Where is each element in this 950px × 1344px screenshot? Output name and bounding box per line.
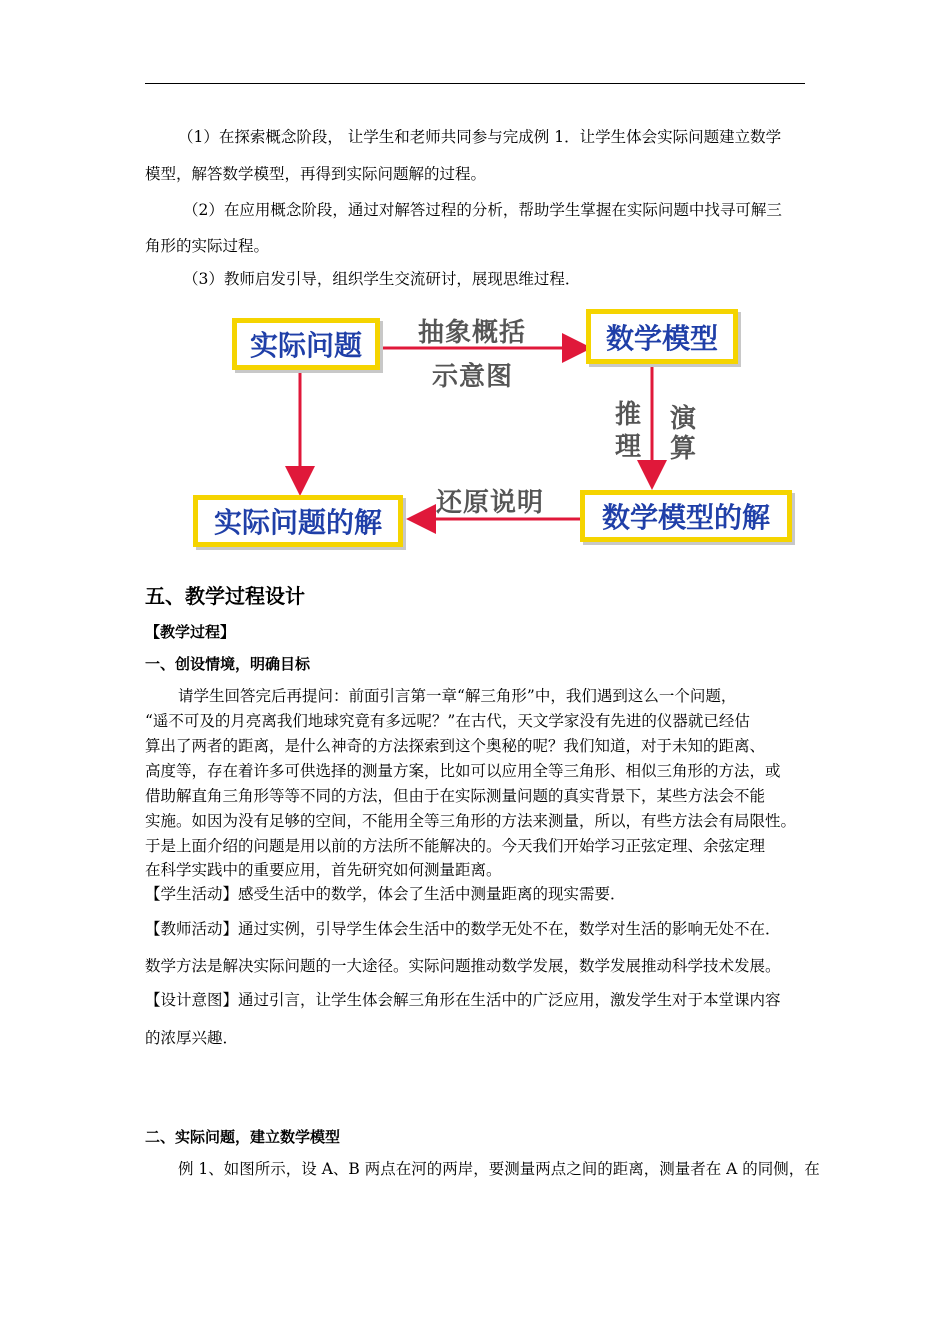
para-line: 实施。如因为没有足够的空间，不能用全等三角形的方法来测量，所以，有些方法会有局限性。 [145,812,797,830]
section-title: 五、教学过程设计 [145,584,305,608]
box-model-solution: 数学模型的解 [580,490,792,542]
para-line: “遥不可及的月亮离我们地球究竟有多远呢？”在古代，天文学家没有先进的仪器就已经估 [145,712,750,730]
label-calc-1: 演 [670,404,698,434]
intro-p2-line1: （2）在应用概念阶段，通过对解答过程的分析，帮助学生掌握在实际问题中找寻可解三 [183,201,782,219]
label-schematic: 示意图 [432,362,514,392]
intro-p1-line1: （1）在探索概念阶段， 让学生和老师共同参与完成例 1．让学生体会实际问题建立数学 [178,128,782,146]
box-math-model: 数学模型 [586,309,738,364]
para-line: 高度等，存在着许多可供选择的测量方案，比如可以应用全等三角形、相似三角形的方法，或 [145,762,781,780]
student-activity: 【学生活动】感受生活中的数学，体会了生活中测量距离的现实需要． [145,885,626,903]
design-intent-line1: 【设计意图】通过引言，让学生体会解三角形在生活中的广泛应用，激发学生对于本堂课内容 [145,991,781,1009]
intro-p1-line2: 模型，解答数学模型，再得到实际问题解的过程。 [145,165,487,183]
math-method: 数学方法是解决实际问题的一大途径。实际问题推动数学发展，数学发展推动科学技术发展。 [145,957,781,975]
para-line: 算出了两者的距离，是什么神奇的方法探索到这个奥秘的呢？我们知道，对于未知的距离、 [145,737,766,755]
intro-p3-line1: （3）教师启发引导，组织学生交流研讨，展现思维过程． [183,270,581,288]
intro-p2-line2: 角形的实际过程。 [145,237,270,255]
teacher-activity: 【教师活动】通过实例，引导学生体会生活中的数学无处不在，数学对生活的影响无处不在． [145,920,781,938]
label-abstract: 抽象概括 [418,318,527,348]
box-real-solution: 实际问题的解 [193,495,403,547]
subsection-1-title: 一、创设情境，明确目标 [145,655,311,673]
process-label: 【教学过程】 [145,623,236,641]
label-reason-1: 推 [615,400,643,430]
para-line: 于是上面介绍的问题是用以前的方法所不能解决的。今天我们开始学习正弦定理、余弦定理 [145,837,766,855]
para-line: 借助解直角三角形等等不同的方法，但由于在实际测量问题的真实背景下，某些方法会不能 [145,787,766,805]
label-restore: 还原说明 [436,488,545,518]
example-1: 例 1、如图所示，设 A、B 两点在河的两岸，要测量两点之间的距离，测量者在 A 的同侧，在 [178,1160,820,1178]
box-real-problem: 实际问题 [232,318,380,370]
subsection-2-title: 二、实际问题，建立数学模型 [145,1128,341,1146]
para-line: 在科学实践中的重要应用，首先研究如何测量距离。 [145,861,502,879]
label-reason-2: 理 [615,432,643,462]
para-line: 请学生回答完后再提问：前面引言第一章“解三角形”中，我们遇到这么一个问题， [178,687,737,705]
label-calc-2: 算 [670,434,698,464]
design-intent-line2: 的浓厚兴趣． [145,1029,239,1047]
